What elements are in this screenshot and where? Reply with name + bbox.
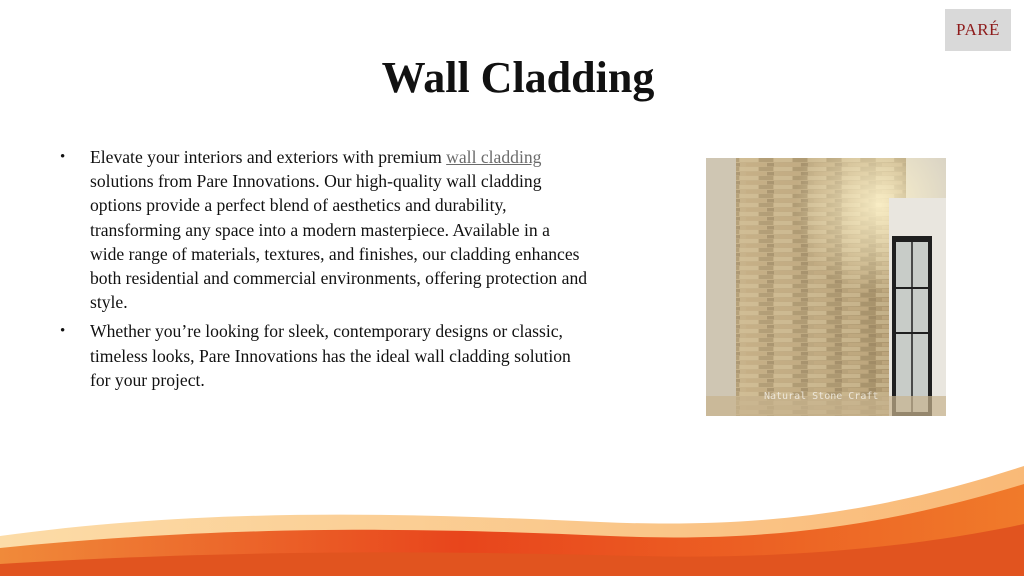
logo-text: PARÉ <box>956 20 1000 39</box>
bullet-text-start: Elevate your interiors and exteriors with premium <box>90 147 447 167</box>
slide-title: Wall Cladding <box>381 53 655 102</box>
bullet-text: Whether you’re looking for sleek, contemporary designs or classic, timeless looks, Pare Innovations has the ideal wall cladding solution for your project. <box>90 321 571 390</box>
bullet-dot: • <box>60 149 66 165</box>
bullet-item <box>58 319 588 392</box>
decorative-wave <box>0 466 1024 576</box>
bullet-item <box>58 145 588 314</box>
bullet-text-end: solutions from Pare Innovations. Our high-quality wall cladding options provide a perfect blend of aesthetics and durability, transforming any space into a modern masterpiece. Available in a wide range of materials, textures, and finishes, our cladding enhances both residential and commercial environments, offering protection and style. <box>90 171 588 313</box>
wall-cladding-photo <box>706 158 946 416</box>
pare-logo <box>945 9 1011 51</box>
photo-watermark: Natural Stone Craft <box>764 391 879 402</box>
bullet-dot: • <box>60 323 66 340</box>
wall-cladding-link[interactable]: wall cladding <box>446 147 542 167</box>
bullet-list <box>58 145 588 397</box>
